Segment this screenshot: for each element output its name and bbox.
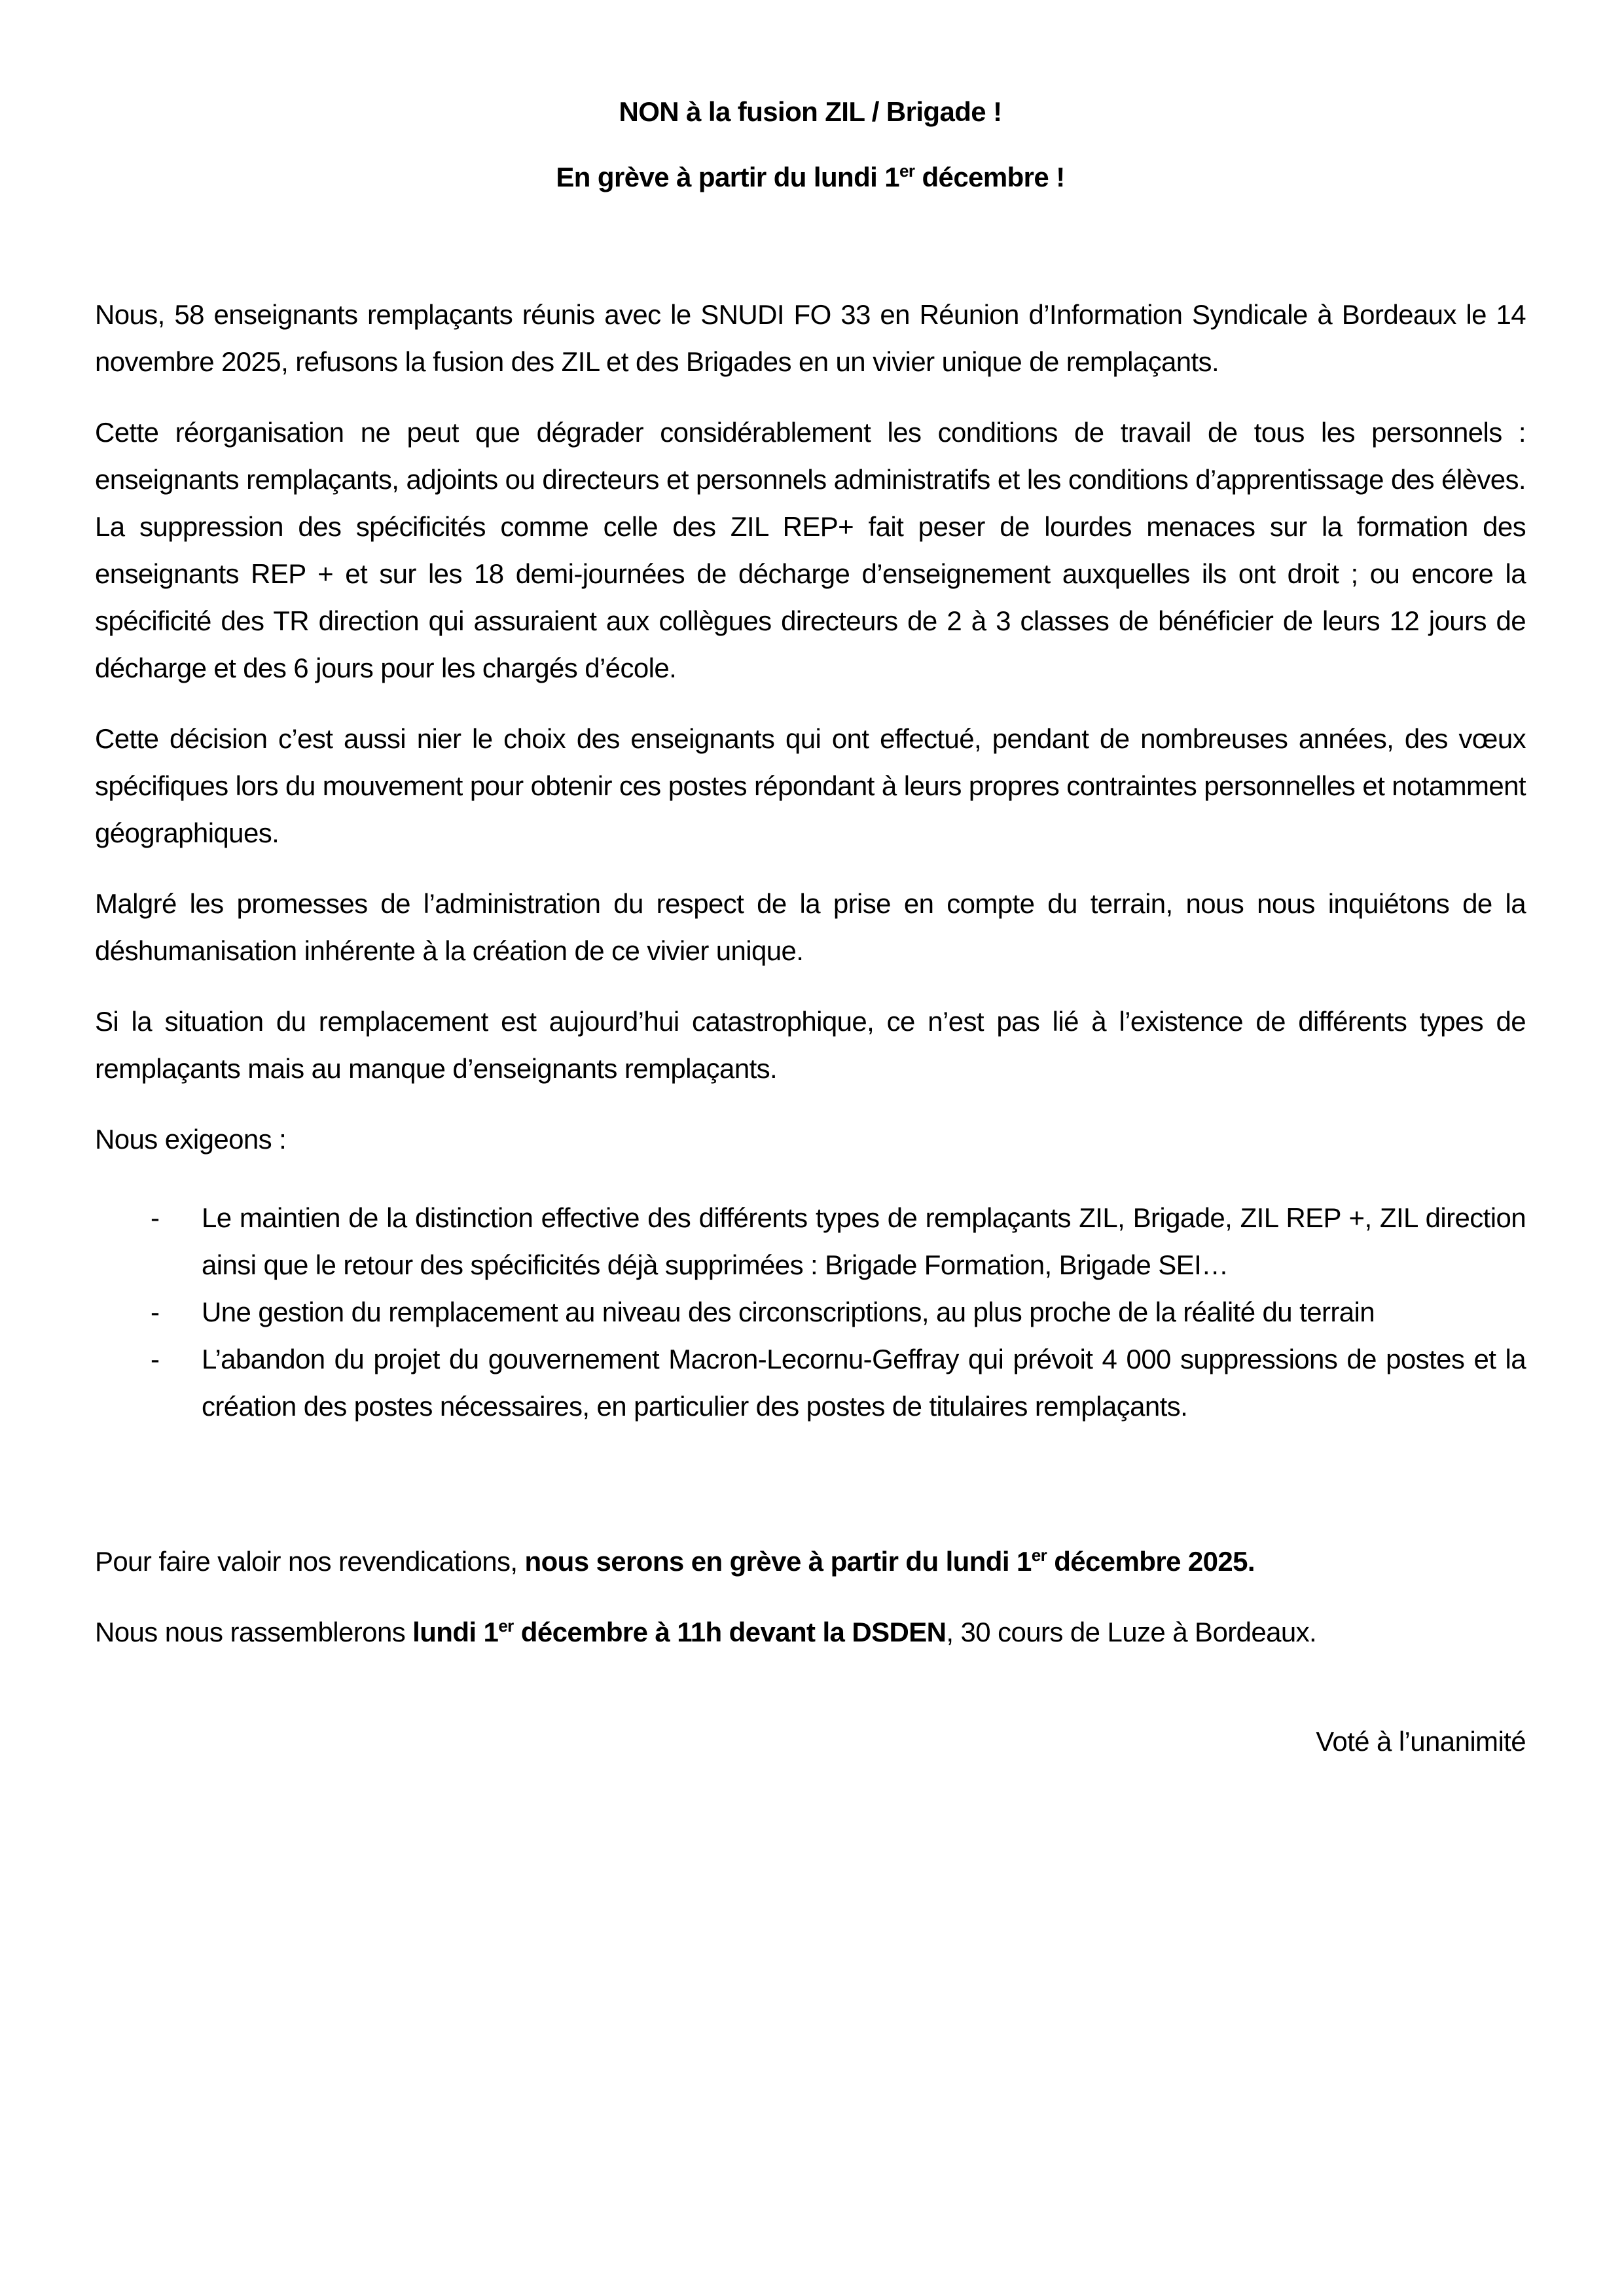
subtitle-text-pre: En grève à partir du lundi 1 [556,162,900,192]
demands-list [95,1194,1526,1430]
demand-text: L’abandon du projet du gouvernement Macron-Lecornu-Geffray qui prévoit 4 000 suppressions de postes et la création des postes nécessaires, en particulier des postes de titulaires remplaçants. [202,1344,1526,1422]
vote-line: Voté à l’unanimité [1316,1726,1526,1757]
dash-marker: - [151,1202,160,1233]
document-subtitle [95,154,1526,201]
ordinal-suffix: er [498,1616,514,1636]
demand-text: Le maintien de la distinction effective des différents types de remplaçants ZIL, Brigade, ZIL REP +, ZIL direction ainsi que le retour des spécificités déjà supprimées : Brigade Formation, Brigade SEI… [202,1202,1526,1280]
demand-item [95,1336,1526,1430]
paragraph-choix-enseignants: Cette décision c’est aussi nier le choix des enseignants qui ont effectué, pendant de nombreuses années, des vœux spécifiques lors du mouvement pour obtenir ces postes répondant à leurs propres contraintes personnelles et notamment géographiques. [95,723,1526,848]
rally-normal-text: Nous nous rassemblerons [95,1617,413,1647]
demand-text: Une gestion du remplacement au niveau des circonscriptions, au plus proche de la réalité du terrain [202,1297,1375,1327]
demand-item [95,1289,1526,1336]
demands-intro: Nous exigeons : [95,1124,287,1155]
paragraph-promesses: Malgré les promesses de l’administration du respect de la prise en compte du terrain, nous nous inquiétons de la déshumanisation inhérente à la création de ce vivier unique. [95,888,1526,966]
dash-marker: - [151,1297,160,1327]
ordinal-suffix: er [1031,1545,1047,1565]
closing-rally-announcement [95,1609,1526,1656]
subtitle-text-post: décembre ! [914,162,1065,192]
document-title: NON à la fusion ZIL / Brigade ! [619,96,1002,127]
closing-strike-announcement [95,1538,1526,1585]
paragraph-intro: Nous, 58 enseignants remplaçants réunis avec le SNUDI FO 33 en Réunion d’Information Syndicale à Bordeaux le 14 novembre 2025, refusons la fusion des ZIL et des Brigades en un vivier unique de remplaçants. [95,299,1526,377]
rally-normal-text-end: , 30 cours de Luze à Bordeaux. [946,1617,1317,1647]
dash-marker: - [151,1344,160,1374]
ordinal-suffix: er [899,161,915,181]
rally-bold-text: lundi 1er décembre à 11h devant la DSDEN [412,1616,947,1647]
closing-bold-text: nous serons en grève à partir du lundi 1er décembre 2025. [524,1545,1255,1577]
paragraph-reorganisation: Cette réorganisation ne peut que dégrader considérablement les conditions de travail de tous les personnels : enseignants remplaçants, adjoints ou directeurs et personnels administratifs et les conditions d’apprentissage des élèves. La suppression des spécificités comme celle des ZIL REP+ fait peser de lourdes menaces sur la formation des enseignants REP + et sur les 18 demi-journées de décharge d’enseignement auxquelles ils ont droit ; ou encore la spécificité des TR direction qui assuraient aux collègues directeurs de 2 à 3 classes de bénéficier de leurs 12 jours de décharge et des 6 jours pour les chargés d’école. [95,417,1526,683]
paragraph-situation: Si la situation du remplacement est aujourd’hui catastrophique, ce n’est pas lié à l’existence de différents types de remplaçants mais au manque d’enseignants remplaçants. [95,1006,1526,1084]
demand-item [95,1194,1526,1289]
closing-normal-text: Pour faire valoir nos revendications, [95,1546,525,1577]
